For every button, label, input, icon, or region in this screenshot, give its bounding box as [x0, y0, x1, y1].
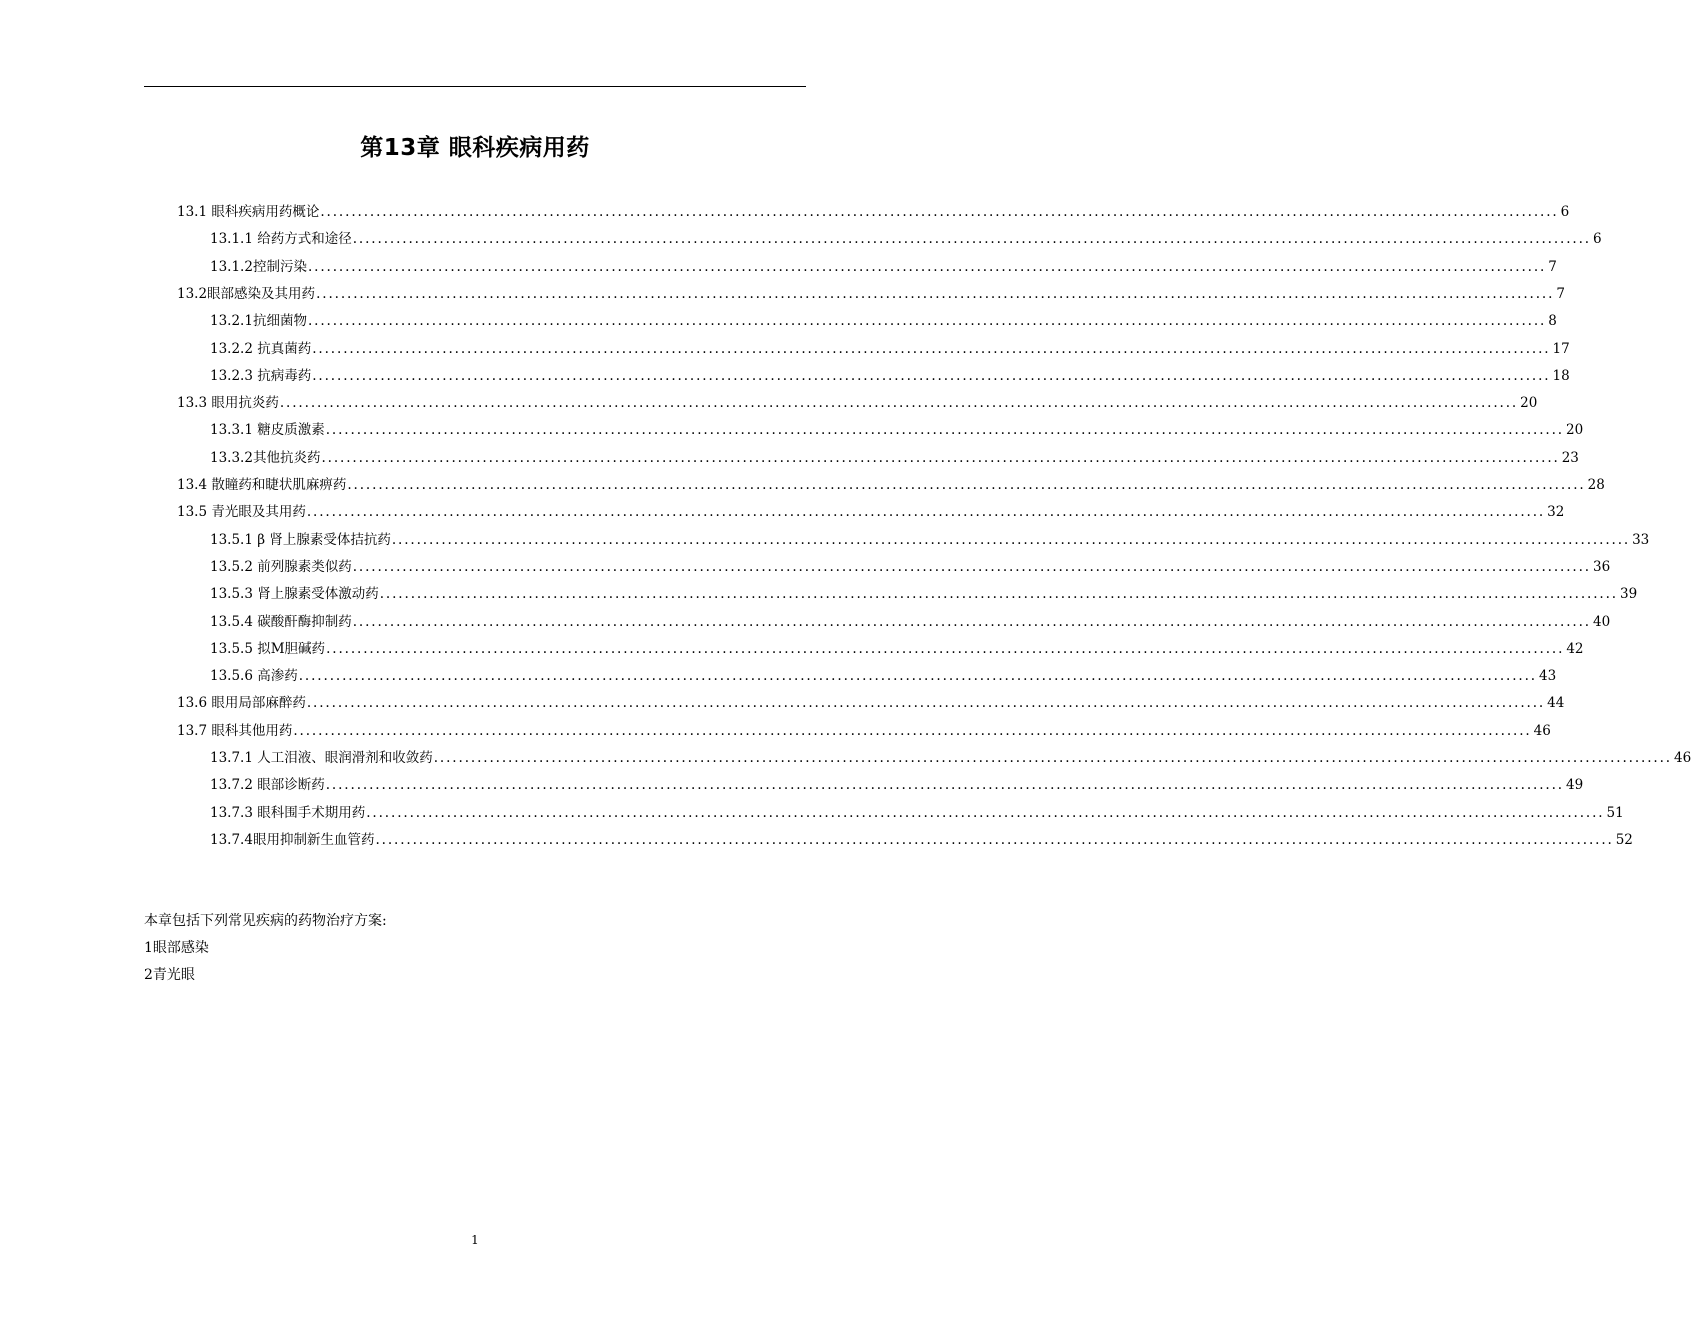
toc-entry-page: 6: [1560, 204, 1570, 220]
toc-entry[interactable]: [210, 226, 1602, 253]
toc-entry[interactable]: [177, 472, 1605, 499]
toc-entry-page: 40: [1593, 613, 1611, 630]
toc-leader-dots: ........................................................................................................................................................................................................: [352, 231, 1591, 248]
toc-leader-dots: ........................................................................................................................................................................................................: [316, 285, 1555, 302]
toc-entry-label: 13.1 眼科疾病用药概论: [177, 204, 320, 220]
toc-entry-page: 7: [1556, 285, 1565, 302]
toc-entry[interactable]: [210, 772, 1584, 799]
toc-entry[interactable]: [177, 281, 1565, 308]
toc-leader-dots: ........................................................................................................................................................................................................: [352, 613, 1591, 630]
header-rule: [144, 86, 806, 87]
toc-leader-dots: ........................................................................................................................................................................................................: [325, 777, 1564, 794]
toc-entry-page: 44: [1547, 695, 1565, 712]
toc-entry[interactable]: [210, 636, 1584, 663]
disease-item-1: 1眼部感染: [144, 940, 209, 956]
toc-entry-label: 13.4 散瞳药和睫状肌麻痹药: [177, 477, 347, 493]
toc-leader-dots: ........................................................................................................................................................................................................: [307, 258, 1547, 275]
toc-entry-label: 13.7 眼科其他用药: [177, 722, 293, 739]
toc-entry-page: 8: [1548, 313, 1557, 330]
toc-entry[interactable]: [210, 363, 1570, 390]
toc-leader-dots: ........................................................................................................................................................................................................: [320, 204, 1559, 220]
toc-entry-page: 39: [1620, 586, 1638, 603]
toc-entry-label: 13.1.2控制污染: [210, 258, 307, 275]
toc-entry-label: 13.3.1 糖皮质激素: [210, 422, 325, 439]
toc-leader-dots: ........................................................................................................................................................................................................: [293, 722, 1532, 739]
toc-leader-dots: ........................................................................................................................................................................................................: [366, 804, 1605, 821]
toc-entry-label: 13.6 眼用局部麻醉药: [177, 695, 306, 712]
toc-leader-dots: ........................................................................................................................................................................................................: [312, 367, 1551, 384]
toc-entry[interactable]: [177, 499, 1565, 526]
toc-entry-page: 20: [1566, 422, 1584, 439]
toc-leader-dots: ........................................................................................................................................................................................................: [306, 504, 1546, 521]
toc-entry[interactable]: [177, 718, 1551, 745]
toc-entry-label: 13.7.1 人工泪液、眼润滑剂和收敛药: [210, 750, 433, 766]
toc-entry[interactable]: [177, 199, 1570, 226]
toc-entry[interactable]: [210, 609, 1611, 636]
toc-entry-page: 23: [1561, 449, 1579, 466]
toc-leader-dots: ........................................................................................................................................................................................................: [321, 449, 1560, 466]
toc-leader-dots: ........................................................................................................................................................................................................: [375, 831, 1614, 848]
toc-entry-page: 49: [1566, 777, 1584, 794]
toc-leader-dots: ........................................................................................................................................................................................................: [279, 395, 1519, 412]
intro-text: 本章包括下列常见疾病的药物治疗方案:: [144, 913, 387, 929]
toc-leader-dots: ........................................................................................................................................................................................................: [347, 477, 1586, 493]
toc-entry[interactable]: [210, 308, 1557, 335]
toc-entry-page: 46: [1533, 722, 1551, 739]
disease-item-2: 2青光眼: [144, 967, 195, 983]
toc-entry-label: 13.5 青光眼及其用药: [177, 504, 306, 521]
toc-entry[interactable]: [210, 254, 1557, 281]
toc-entry-label: 13.5.4 碳酸酐酶抑制药: [210, 613, 352, 630]
toc-entry-label: 13.5.1 β 肾上腺素受体拮抗药: [210, 531, 391, 548]
toc-entry[interactable]: [210, 554, 1611, 581]
toc-entry-page: 17: [1552, 340, 1570, 357]
toc-entry-label: 13.2.2 抗真菌药: [210, 340, 312, 357]
toc-leader-dots: ........................................................................................................................................................................................................: [307, 313, 1547, 330]
toc-entry-page: 6: [1593, 231, 1602, 248]
toc-leader-dots: ........................................................................................................................................................................................................: [391, 531, 1631, 548]
toc-entry-label: 13.1.1 给药方式和途径: [210, 231, 352, 248]
toc-entry-page: 51: [1606, 804, 1624, 821]
toc-entry-label: 13.3.2其他抗炎药: [210, 449, 321, 466]
toc-entry-label: 13.3 眼用抗炎药: [177, 395, 279, 412]
toc-leader-dots: ........................................................................................................................................................................................................: [326, 640, 1565, 657]
toc-entry-label: 13.5.5 拟M胆碱药: [210, 640, 326, 657]
toc-entry[interactable]: [210, 527, 1650, 554]
toc-leader-dots: ........................................................................................................................................................................................................: [312, 340, 1551, 357]
toc-entry-page: 43: [1539, 668, 1557, 685]
toc-entry-label: 13.2.3 抗病毒药: [210, 367, 312, 384]
toc-leader-dots: ........................................................................................................................................................................................................: [352, 558, 1591, 575]
toc-entry[interactable]: [210, 336, 1570, 363]
toc-entry-page: 33: [1632, 531, 1650, 548]
toc-entry-page: 32: [1547, 504, 1565, 521]
chapter-title: 第13章 眼科疾病用药: [360, 135, 590, 161]
toc-entry-label: 13.7.4眼用抑制新生血管药: [210, 831, 375, 848]
toc-entry[interactable]: [177, 390, 1538, 417]
toc-entry-page: 42: [1566, 640, 1584, 657]
toc-leader-dots: ........................................................................................................................................................................................................: [298, 668, 1537, 685]
toc-entry-label: 13.5.3 肾上腺素受体激动药: [210, 586, 379, 603]
toc-entry-page: 46: [1674, 750, 1691, 766]
page-number: 1: [471, 1233, 479, 1247]
toc-entry[interactable]: [210, 827, 1633, 854]
toc-entry[interactable]: [210, 800, 1624, 827]
toc-entry-page: 52: [1615, 831, 1633, 848]
toc-entry-page: 28: [1587, 477, 1605, 493]
toc-entry[interactable]: [177, 690, 1565, 717]
toc-entry-page: 18: [1552, 367, 1570, 384]
toc-entry-label: 13.5.2 前列腺素类似药: [210, 558, 352, 575]
toc-entry-label: 13.7.3 眼科围手术期用药: [210, 804, 366, 821]
toc-entry[interactable]: [210, 445, 1579, 472]
toc-leader-dots: ........................................................................................................................................................................................................: [433, 750, 1672, 766]
toc-leader-dots: ........................................................................................................................................................................................................: [325, 422, 1564, 439]
toc-entry[interactable]: [210, 581, 1638, 608]
toc-entry-label: 13.5.6 高渗药: [210, 668, 298, 685]
toc-entry-label: 13.2眼部感染及其用药: [177, 285, 316, 302]
toc-entry-label: 13.2.1抗细菌物: [210, 313, 307, 330]
toc-entry-label: 13.7.2 眼部诊断药: [210, 777, 325, 794]
toc-entry-page: 7: [1548, 258, 1557, 275]
toc-entry-page: 20: [1520, 395, 1538, 412]
toc-entry[interactable]: [210, 417, 1584, 444]
toc-leader-dots: ........................................................................................................................................................................................................: [306, 695, 1546, 712]
toc-entry[interactable]: [210, 663, 1557, 690]
toc-leader-dots: ........................................................................................................................................................................................................: [379, 586, 1618, 603]
toc-entry[interactable]: [210, 745, 1691, 772]
toc-entry-page: 36: [1593, 558, 1611, 575]
